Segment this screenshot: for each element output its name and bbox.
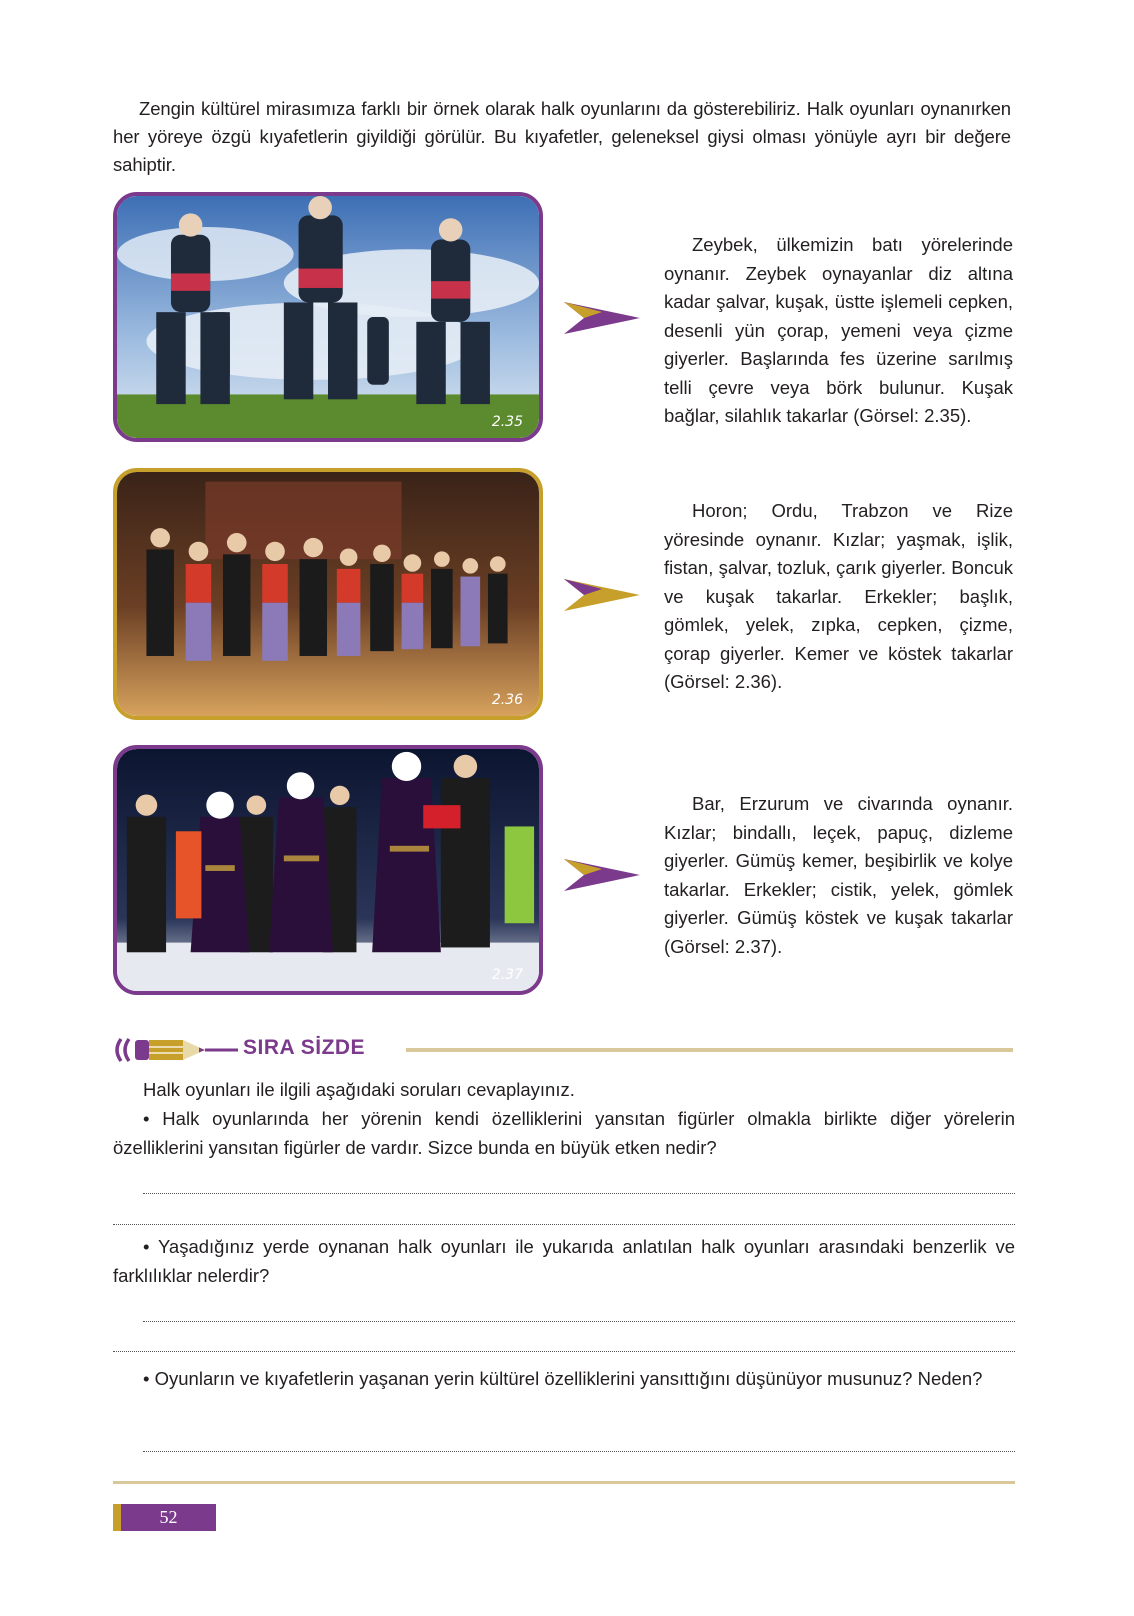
- arrow-icon: [562, 298, 640, 338]
- activity-title: SIRA SİZDE: [243, 1036, 366, 1059]
- answer-line: [113, 1213, 1015, 1225]
- question-1: • Halk oyunlarında her yörenin kendi özelliklerini yansıtan figürler olmakla birlikte diğer yörelerin özelliklerini yansıtan figürler de vardır. Sizce bunda en büyük etken nedir?: [113, 1108, 1015, 1158]
- zeybek-dancers-image: [117, 196, 539, 438]
- activity-instruction: Halk oyunları ile ilgili aşağıdaki soruları cevaplayınız.: [143, 1079, 575, 1100]
- answer-line: [143, 1182, 1015, 1194]
- answer-line: [113, 1340, 1015, 1352]
- answer-line: [143, 1310, 1015, 1322]
- footer-divider: [113, 1481, 1015, 1484]
- page-number: 52: [113, 1504, 216, 1531]
- arrow-icon: [562, 575, 640, 615]
- zeybek-description: Zeybek, ülkemizin batı yörelerinde oynanır. Zeybek oynayanlar diz altına kadar şalvar, kuşak, üstte işlemeli cepken, desenli yün çorap, yemeni veya çizme giyerler. Başlarında fes üzerine sarılmış telli çevre veya börk bulunur. Kuşak bağlar, silahlık takarlar (Görsel: 2.35).: [664, 234, 1013, 426]
- horon-dancers-image: [117, 472, 539, 716]
- figure-caption: 2.35: [491, 414, 523, 430]
- activity-header: [113, 1035, 1013, 1065]
- horon-photo: [113, 468, 543, 720]
- figure-caption: 2.37: [491, 967, 523, 983]
- bar-description: Bar, Erzurum ve civarında oynanır. Kızlar; bindallı, leçek, papuç, dizleme giyerler. Gümüş kemer, beşibirlik ve kolye takarlar. Erkekler; cistik, yelek, gömlek giyerler. Gümüş köstek ve kuşak takarlar (Görsel: 2.37).: [664, 793, 1013, 957]
- zeybek-photo: [113, 192, 543, 442]
- answer-line: [143, 1440, 1015, 1452]
- figure-caption: 2.36: [491, 692, 523, 708]
- intro-paragraph: Zengin kültürel mirasımıza farklı bir örnek olarak halk oyunlarını da gösterebiliriz. Halk oyunları oynanırken her yöreye özgü kıyafetlerin giyildiği görülür. Bu kıyafetler, geleneksel giysi olması yönüyle ayrı bir değere sahiptir.: [113, 98, 1011, 175]
- bar-dancers-image: [117, 749, 539, 991]
- divider: [406, 1048, 1013, 1052]
- arrow-icon: [562, 855, 640, 895]
- bar-photo: [113, 745, 543, 995]
- horon-description: Horon; Ordu, Trabzon ve Rize yöresinde oynanır. Kızlar; yaşmak, işlik, fistan, şalvar, tozluk, çarık giyerler. Boncuk ve kuşak takarlar. Erkekler; başlık, gömlek, yelek, zıpka, cepken, çizme, çorap giyerler. Kemer ve köstek takarlar (Görsel: 2.36).: [664, 500, 1013, 692]
- question-2: • Yaşadığınız yerde oynanan halk oyunları ile yukarıda anlatılan halk oyunları arasındaki benzerlik ve farklılıklar nelerdir?: [113, 1236, 1015, 1286]
- question-3: • Oyunların ve kıyafetlerin yaşanan yerin kültürel özelliklerini yansıttığını düşünüyor musunuz? Neden?: [143, 1368, 983, 1389]
- pencil-icon: [113, 1037, 238, 1063]
